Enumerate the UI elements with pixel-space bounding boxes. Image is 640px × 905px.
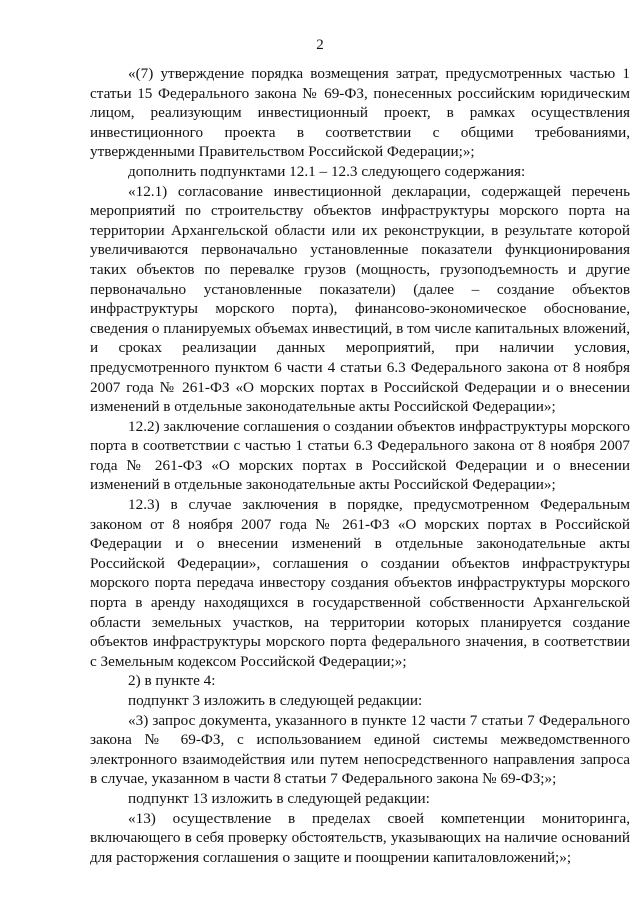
- page-number: 2: [316, 37, 324, 53]
- paragraph-item-13: «13) осуществление в пределах своей компетенции мониторинга, включающего в себя проверку обстоятельств, указывающих на наличие оснований для расторжения соглашения о защите и поощрении капиталовложений;»;: [90, 809, 630, 866]
- paragraph-add-subitems: дополнить подпунктами 12.1 – 12.3 следующего содержания:: [128, 162, 526, 180]
- paragraph-subitem-13-intro: подпункт 13 изложить в следующей редакции:: [128, 789, 430, 807]
- paragraph-item-7: «(7) утверждение порядка возмещения затрат, предусмотренных частью 1 статьи 15 Федерального закона № 69-ФЗ, понесенных российским юридическим лицом, реализующим инвестиционный проект, в рамках осуществления инвестиционного проекта в соответствии с общими требованиями, утвержденными Правительством Российской Федерации;»;: [90, 65, 630, 161]
- paragraph-item-3: «3) запрос документа, указанного в пункте 12 части 7 статьи 7 Федерального закона № 69-ФЗ, с использованием единой системы межведомственного электронного взаимодействия или путем непосредственного направления запроса в случае, указанном в части 8 статьи 7 Федерального закона № 69-ФЗ;»;: [90, 711, 630, 788]
- paragraph-subitem-3-intro: подпункт 3 изложить в следующей редакции:: [128, 692, 423, 709]
- paragraph-item-12-3: 12.3) в случае заключения в порядке, предусмотренном Федеральным законом от 8 ноября 2007 года № 261-ФЗ «О морских портах в Российской Федерации и о внесении изменений в отдельные законодательные акты Российской Федерации», соглашения о создании объектов инфраструктуры морского порта передача инвестору создания объектов инфраструктуры морского порта в аренду находящихся в государственной собственности Архангельской области земельных участков, на территории которых планируется создание объектов инфраструктуры морского порта федерального значения, в соответствии с Земельным кодексом Российской Федерации;»;: [90, 496, 630, 670]
- paragraph-point-4: 2) в пункте 4:: [128, 672, 216, 690]
- document-body: [90, 64, 630, 867]
- paragraph-item-12-2: 12.2) заключение соглашения о создании объектов инфраструктуры морского порта в соответствии с частью 1 статьи 6.3 Федерального закона от 8 ноября 2007 года № 261-ФЗ «О морских портах в Российской Федерации и о внесении изменений в отдельные законодательные акты Российской Федерации»;: [90, 417, 630, 494]
- paragraph-item-12-1: «12.1) согласование инвестиционной декларации, содержащей перечень мероприятий по строительству объектов инфраструктуры морского порта на территории Архангельской области или их реконструкции, в результате которой увеличиваются первоначально установленные показатели функционирования таких объектов по перевалке грузов (мощность, грузоподъемность и другие первоначально установленные показатели) (далее – создание объектов инфраструктуры морского порта), финансово-экономическое обоснование, сведения о планируемых объемах инвестиций, в том числе капитальных вложений, и сроках реализации данных мероприятий, при наличии условия, предусмотренного пунктом 6 части 4 статьи 6.3 Федерального закона от 8 ноября 2007 года № 261-ФЗ «О морских портах в Российской Федерации и о внесении изменений в отдельные законодательные акты Российской Федерации»;: [90, 182, 630, 416]
